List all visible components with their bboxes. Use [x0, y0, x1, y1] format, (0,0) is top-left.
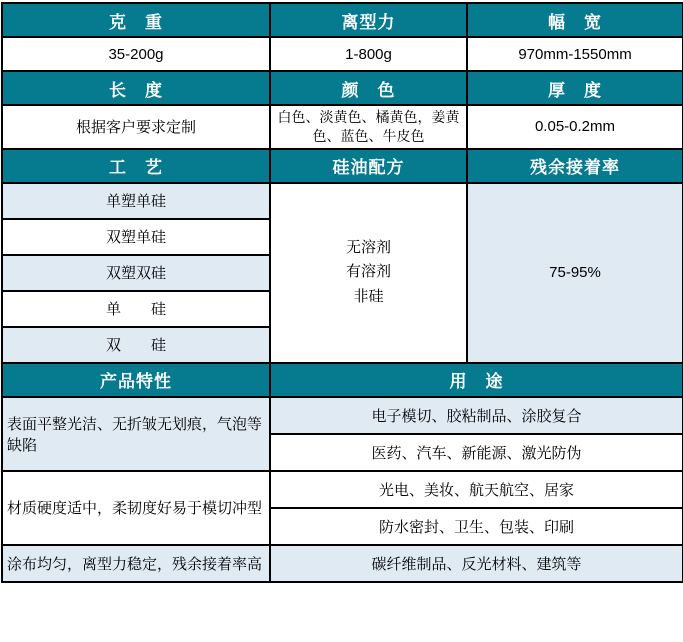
application-item: 医药、汽车、新能源、激光防伪	[270, 434, 683, 471]
residual-adhesion-cell: 75-95%	[467, 183, 683, 363]
product-spec-table	[1, 2, 683, 583]
process-option: 单 硅	[2, 291, 270, 327]
data-row-1	[2, 37, 683, 71]
process-option: 双塑单硅	[2, 219, 270, 255]
value-length: 根据客户要求定制	[2, 105, 270, 149]
feature-surface: 表面平整光洁、无折皱无划痕，气泡等缺陷	[2, 397, 270, 471]
process-option: 双 硅	[2, 327, 270, 363]
header-process: 工 艺	[2, 149, 270, 183]
application-row-3	[2, 471, 683, 508]
process-row-1	[2, 183, 683, 219]
application-item: 光电、美妆、航天航空、居家	[270, 471, 683, 508]
application-row-5	[2, 545, 683, 582]
header-silicone-formula: 硅油配方	[270, 149, 467, 183]
formula-line: 有溶剂	[345, 263, 391, 281]
header-thickness: 厚 度	[467, 71, 683, 105]
header-length: 长 度	[2, 71, 270, 105]
application-item: 电子模切、胶粘制品、涂胶复合	[270, 397, 683, 434]
header-residual-adhesion: 残余接着率	[467, 149, 683, 183]
header-width: 幅 宽	[467, 3, 683, 37]
header-product-features: 产品特性	[2, 363, 270, 397]
header-row-3	[2, 149, 683, 183]
value-weight: 35-200g	[2, 37, 270, 71]
value-thickness: 0.05-0.2mm	[467, 105, 683, 149]
application-item: 碳纤维制品、反光材料、建筑等	[270, 545, 683, 582]
header-row-2	[2, 71, 683, 105]
value-color: 白色、淡黄色、橘黄色，姜黄色、蓝色、牛皮色	[270, 105, 467, 149]
data-row-2	[2, 105, 683, 149]
formula-line: 无溶剂	[345, 238, 391, 256]
header-row-4	[2, 363, 683, 397]
formula-line: 非硅	[353, 288, 384, 306]
application-item: 防水密封、卫生、包装、印刷	[270, 508, 683, 545]
feature-hardness: 材质硬度适中，柔韧度好易于模切冲型	[2, 471, 270, 545]
silicone-formula-cell	[270, 183, 467, 363]
process-option: 单塑单硅	[2, 183, 270, 219]
feature-coating: 涂布均匀，离型力稳定，残余接着率高	[2, 545, 270, 582]
header-release-force: 离型力	[270, 3, 467, 37]
value-width: 970mm-1550mm	[467, 37, 683, 71]
header-weight: 克 重	[2, 3, 270, 37]
header-color: 颜 色	[270, 71, 467, 105]
application-row-1	[2, 397, 683, 434]
header-row-1	[2, 3, 683, 37]
header-applications: 用 途	[270, 363, 683, 397]
value-release-force: 1-800g	[270, 37, 467, 71]
process-option: 双塑双硅	[2, 255, 270, 291]
